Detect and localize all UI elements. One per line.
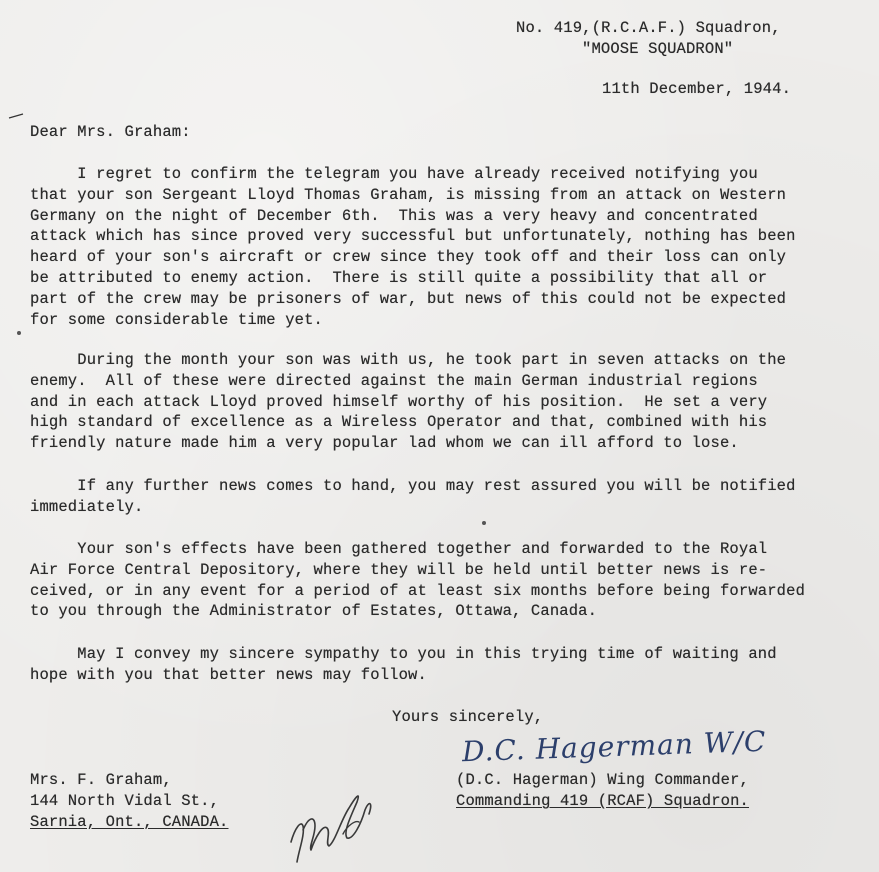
handwritten-initials-mark xyxy=(285,780,380,870)
paragraph-line: and in each attack Lloyd proved himself worthy of his position. He set a very xyxy=(30,392,768,411)
signatory-title: Commanding 419 (RCAF) Squadron. xyxy=(456,792,749,810)
signatory-name: (D.C. Hagerman) Wing Commander, xyxy=(456,771,749,789)
margin-tick-mark xyxy=(8,113,24,119)
paragraph-line: enemy. All of these were directed against the main German industrial regions xyxy=(30,371,758,390)
paragraph-line: high standard of excellence as a Wireless Operator and that, combined with his xyxy=(30,413,768,432)
recipient-street: 144 North Vidal St., xyxy=(30,791,220,810)
paragraph-5 xyxy=(30,644,777,686)
paragraph-line: immediately. xyxy=(30,497,144,516)
paragraph-line: If any further news comes to hand, you may rest assured you will be notified xyxy=(30,477,796,495)
paragraph-1 xyxy=(30,164,796,330)
paragraph-line: part of the crew may be prisoners of war, but news of this could not be expected xyxy=(30,289,787,308)
paragraph-line: that your son Sergeant Lloyd Thomas Graham, is missing from an attack on Western xyxy=(30,185,787,204)
ink-speck xyxy=(482,521,486,525)
paragraph-line: Germany on the night of December 6th. This was a very heavy and concentrated xyxy=(30,206,758,225)
squadron-nickname: "MOOSE SQUADRON" xyxy=(582,40,734,58)
paragraph-line: May I convey my sincere sympathy to you in this trying time of waiting and xyxy=(30,645,777,663)
paragraph-2 xyxy=(30,350,786,454)
paragraph-line: ceived, or in any event for a period of at least six months before being forwarded xyxy=(30,581,806,600)
paragraph-3 xyxy=(30,476,796,518)
paragraph-line: for some considerable time yet. xyxy=(30,310,323,329)
letter-date: 11th December, 1944. xyxy=(602,80,792,98)
paragraph-line: to you through the Administrator of Estates, Ottawa, Canada. xyxy=(30,602,598,621)
paragraph-line: hope with you that better news may follow. xyxy=(30,665,427,684)
ink-speck xyxy=(17,331,21,335)
paragraph-line: friendly nature made him a very popular lad whom we can ill afford to lose. xyxy=(30,434,739,453)
handwritten-signature: D.C. Hagerman W/C xyxy=(461,724,767,769)
recipient-city: Sarnia, Ont., CANADA. xyxy=(30,812,229,831)
recipient-name: Mrs. F. Graham, xyxy=(30,771,172,789)
paragraph-line: Air Force Central Depository, where they will be held until better news is re- xyxy=(30,560,768,579)
squadron-line: No. 419,(R.C.A.F.) Squadron, xyxy=(516,19,781,37)
salutation: Dear Mrs. Graham: xyxy=(30,123,191,141)
paragraph-line: Your son's effects have been gathered together and forwarded to the Royal xyxy=(30,540,768,558)
closing-phrase: Yours sincerely, xyxy=(392,708,544,726)
recipient-address xyxy=(30,770,228,832)
paragraph-line: I regret to confirm the telegram you have already received notifying you xyxy=(30,165,758,183)
paragraph-line: During the month your son was with us, he took part in seven attacks on the xyxy=(30,351,787,369)
paragraph-line: heard of your son's aircraft or crew since they took off and their loss can only xyxy=(30,248,787,267)
paragraph-line: attack which has since proved very successful but unfortunately, nothing has been xyxy=(30,227,796,246)
paragraph-line: be attributed to enemy action. There is still quite a possibility that all or xyxy=(30,268,768,287)
paragraph-4 xyxy=(30,539,805,622)
